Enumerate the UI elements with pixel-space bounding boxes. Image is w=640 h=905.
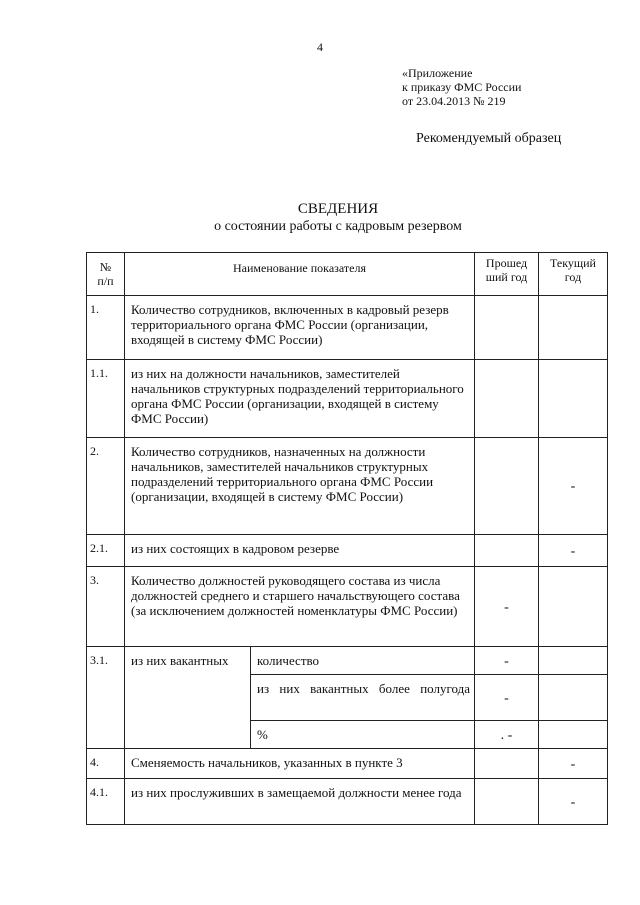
table-header-row <box>87 253 608 296</box>
header-num-line-1: № <box>99 260 112 274</box>
page-number: 4 <box>317 40 323 54</box>
header-prev-year <box>475 253 539 296</box>
row-indicator: Количество сотрудников, включенных в кадровый резерв территориального органа ФМС России (организации, входящей в систему ФМС России) <box>125 296 475 360</box>
indicators-table <box>86 252 608 825</box>
row-curr-value <box>539 721 608 749</box>
row-prev-value <box>475 360 539 438</box>
row-prev-value: . - <box>475 721 539 749</box>
header-curr-line-1: Текущий <box>550 256 596 270</box>
row-prev-value <box>475 296 539 360</box>
row-number: 4. <box>87 749 125 779</box>
sub-indicator: % <box>251 721 475 749</box>
row-prev-value <box>475 779 539 825</box>
row-curr-value: - <box>539 438 608 535</box>
row-indicator: Количество сотрудников, назначенных на должности начальников, заместителей начальников структурных подразделений территориального органа ФМС России (организации, входящей в систему ФМС России) <box>125 438 475 535</box>
row-number: 1.1. <box>87 360 125 438</box>
header-num <box>87 253 125 296</box>
row-curr-value <box>539 567 608 647</box>
table-row <box>87 438 608 535</box>
row-curr-value: - <box>539 749 608 779</box>
header-current-year <box>539 253 608 296</box>
row-curr-value <box>539 360 608 438</box>
row-indicator: из них вакантных <box>125 647 251 749</box>
appendix-line-1: «Приложение <box>402 66 473 80</box>
appendix-note <box>402 66 521 108</box>
row-number: 3.1. <box>87 647 125 749</box>
row-prev-value <box>475 438 539 535</box>
row-number: 4.1. <box>87 779 125 825</box>
appendix-line-3: от 23.04.2013 № 219 <box>402 94 506 108</box>
row-indicator: Количество должностей руководящего состава из числа должностей среднего и старшего начальствующего состава (за исключением должностей номенклатуры ФМС России) <box>125 567 475 647</box>
row-curr-value <box>539 647 608 675</box>
header-prev-line-2: ший год <box>485 270 528 284</box>
row-indicator: Сменяемость начальников, указанных в пункте 3 <box>125 749 475 779</box>
row-number: 3. <box>87 567 125 647</box>
document-title: СВЕДЕНИЯ <box>297 201 379 217</box>
header-prev-line-1: Прошед <box>485 256 528 270</box>
table-row <box>87 779 608 825</box>
document-subtitle: о состоянии работы с кадровым резервом <box>214 219 462 234</box>
row-prev-value: - <box>475 647 539 675</box>
row-curr-value <box>539 296 608 360</box>
row-number: 1. <box>87 296 125 360</box>
sub-indicator: количество <box>251 647 475 675</box>
row-indicator: из них прослуживших в замещаемой должности менее года <box>125 779 475 825</box>
sample-label: Рекомендуемый образец <box>416 131 562 146</box>
row-prev-value <box>475 749 539 779</box>
row-curr-value <box>539 675 608 721</box>
appendix-line-2: к приказу ФМС России <box>402 80 522 94</box>
table-row <box>87 360 608 438</box>
table-row <box>87 567 608 647</box>
row-prev-value <box>475 535 539 567</box>
row-curr-value: - <box>539 779 608 825</box>
row-indicator: из них на должности начальников, заместителей начальников структурных подразделений территориального органа ФМС России (организации, входящей в систему ФМС России) <box>125 360 475 438</box>
table-row <box>87 749 608 779</box>
row-number: 2. <box>87 438 125 535</box>
sub-indicator: из них вакантных более полугода <box>251 675 475 721</box>
header-curr-line-2: год <box>564 270 582 284</box>
header-indicator: Наименование показателя <box>125 253 475 296</box>
header-num-line-2: п/п <box>97 274 114 288</box>
table-row <box>87 535 608 567</box>
row-prev-value: - <box>475 675 539 721</box>
row-curr-value: - <box>539 535 608 567</box>
row-indicator: из них состоящих в кадровом резерве <box>125 535 475 567</box>
row-prev-value: - <box>475 567 539 647</box>
table-row-vacant <box>87 647 608 675</box>
row-number: 2.1. <box>87 535 125 567</box>
table-row <box>87 296 608 360</box>
